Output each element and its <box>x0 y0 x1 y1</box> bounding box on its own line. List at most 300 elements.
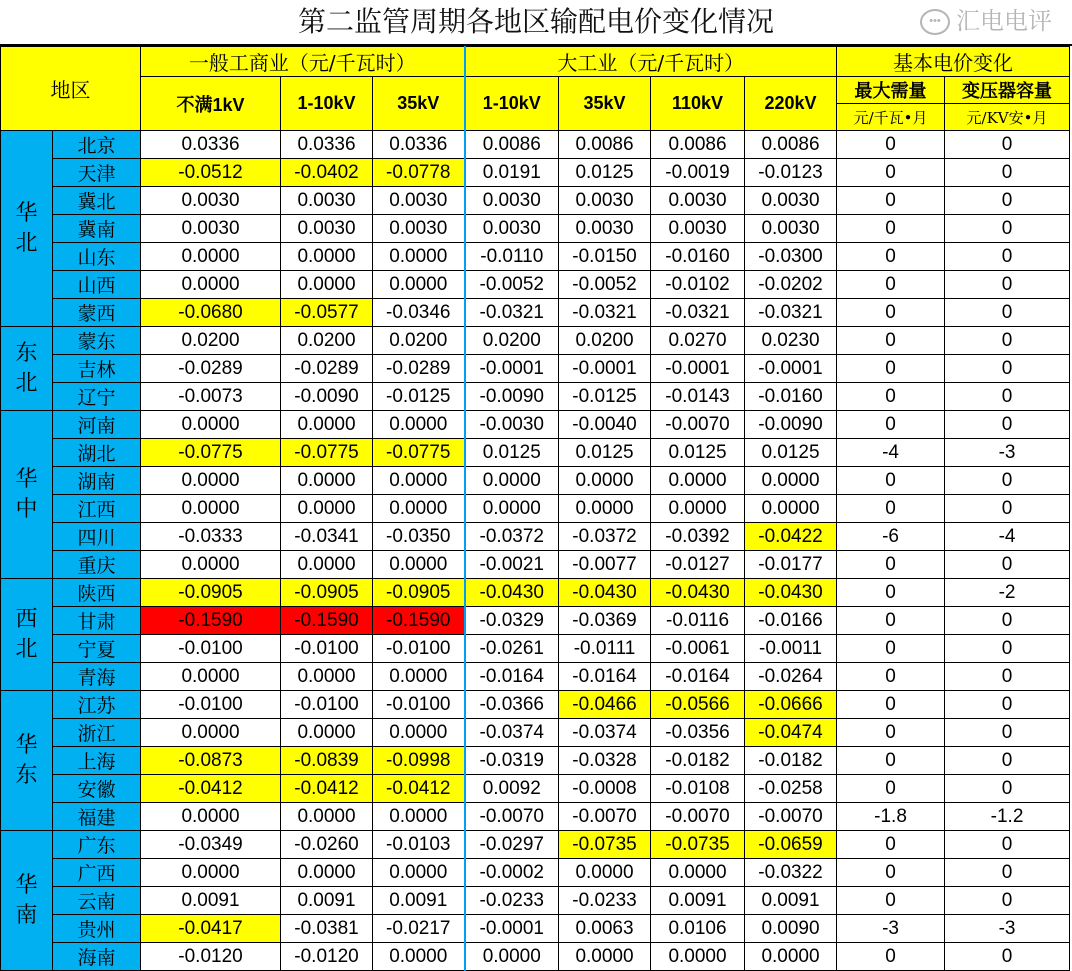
value-cell: 0 <box>837 663 945 691</box>
value-cell: 0.0000 <box>559 859 651 887</box>
table-row <box>1 747 1070 775</box>
province-cell: 宁夏 <box>53 635 141 663</box>
value-cell: 0.0000 <box>559 467 651 495</box>
value-cell: -0.0775 <box>281 439 373 467</box>
value-cell: 0.0000 <box>373 859 465 887</box>
value-cell: -0.0261 <box>465 635 559 663</box>
value-cell: -0.0778 <box>373 159 465 187</box>
province-cell: 四川 <box>53 523 141 551</box>
value-cell: 0.0000 <box>141 495 281 523</box>
value-cell: -0.0073 <box>141 383 281 411</box>
value-cell: -0.0182 <box>745 747 837 775</box>
value-cell: 0.0270 <box>651 327 745 355</box>
value-cell: 0.0200 <box>373 327 465 355</box>
province-cell: 广东 <box>53 831 141 859</box>
value-cell: 0.0000 <box>373 495 465 523</box>
value-cell: -0.0775 <box>141 439 281 467</box>
value-cell: -0.0321 <box>465 299 559 327</box>
value-cell: -0.0412 <box>141 775 281 803</box>
value-cell: 0.0000 <box>373 663 465 691</box>
value-cell: -0.0100 <box>281 635 373 663</box>
wechat-icon: ••• <box>920 9 950 35</box>
col-general-35kv: 35kV <box>373 77 465 131</box>
value-cell: -0.0430 <box>651 579 745 607</box>
value-cell: 0.0000 <box>651 859 745 887</box>
value-cell: 0.0090 <box>745 915 837 943</box>
value-cell: -4 <box>945 523 1070 551</box>
watermark-text: 汇电电评 <box>956 8 1052 35</box>
value-cell: 0.0086 <box>651 131 745 159</box>
value-cell: 0.0000 <box>141 803 281 831</box>
value-cell: -0.0160 <box>745 383 837 411</box>
province-cell: 重庆 <box>53 551 141 579</box>
value-cell: 0.0000 <box>559 943 651 971</box>
value-cell: -0.0402 <box>281 159 373 187</box>
table-row <box>1 607 1070 635</box>
value-cell: 0.0030 <box>559 215 651 243</box>
value-cell: 0.0336 <box>281 131 373 159</box>
table-row <box>1 159 1070 187</box>
value-cell: 0.0000 <box>281 271 373 299</box>
col-general-1-10kv: 1-10kV <box>281 77 373 131</box>
value-cell: 0.0000 <box>465 467 559 495</box>
value-cell: -0.0070 <box>651 411 745 439</box>
value-cell: -0.0001 <box>651 355 745 383</box>
value-cell: -0.0052 <box>465 271 559 299</box>
table-row <box>1 775 1070 803</box>
value-cell: 0.0000 <box>281 663 373 691</box>
region-cell: 东 北 <box>1 327 53 411</box>
value-cell: 0 <box>945 635 1070 663</box>
region-cell: 华 东 <box>1 691 53 831</box>
value-cell: -0.0111 <box>559 635 651 663</box>
value-cell: -0.0839 <box>281 747 373 775</box>
value-cell: -0.0233 <box>465 887 559 915</box>
value-cell: -0.0011 <box>745 635 837 663</box>
value-cell: -0.0381 <box>281 915 373 943</box>
value-cell: 0.0000 <box>373 551 465 579</box>
province-cell: 上海 <box>53 747 141 775</box>
value-cell: 0.0125 <box>745 439 837 467</box>
value-cell: 0.0000 <box>651 943 745 971</box>
table-row <box>1 523 1070 551</box>
value-cell: -0.0512 <box>141 159 281 187</box>
value-cell: 0 <box>837 411 945 439</box>
value-cell: -0.0052 <box>559 271 651 299</box>
value-cell: 0.0000 <box>373 943 465 971</box>
value-cell: -0.0164 <box>651 663 745 691</box>
value-cell: 0 <box>945 327 1070 355</box>
value-cell: -0.0001 <box>559 355 651 383</box>
value-cell: 0.0086 <box>745 131 837 159</box>
value-cell: -0.0061 <box>651 635 745 663</box>
value-cell: -0.0090 <box>465 383 559 411</box>
large-group-header: 大工业（元/千瓦时） <box>465 47 837 77</box>
value-cell: 0.0091 <box>745 887 837 915</box>
header-row-cols <box>1 77 1070 104</box>
value-cell: 0 <box>945 131 1070 159</box>
value-cell: -6 <box>837 523 945 551</box>
value-cell: -0.0328 <box>559 747 651 775</box>
value-cell: 0 <box>837 327 945 355</box>
value-cell: -0.0102 <box>651 271 745 299</box>
region-cell: 华 南 <box>1 831 53 971</box>
value-cell: 0 <box>945 887 1070 915</box>
value-cell: -0.0070 <box>745 803 837 831</box>
province-cell: 蒙西 <box>53 299 141 327</box>
value-cell: -0.0341 <box>281 523 373 551</box>
watermark <box>920 8 1052 36</box>
value-cell: -0.0905 <box>281 579 373 607</box>
value-cell: 0.0000 <box>559 495 651 523</box>
value-cell: 0.0000 <box>373 411 465 439</box>
value-cell: -0.0666 <box>745 691 837 719</box>
value-cell: 0.0030 <box>373 187 465 215</box>
table-row <box>1 691 1070 719</box>
value-cell: 0 <box>945 383 1070 411</box>
value-cell: 0 <box>945 859 1070 887</box>
value-cell: -0.0100 <box>373 691 465 719</box>
value-cell: -0.0289 <box>373 355 465 383</box>
province-cell: 湖北 <box>53 439 141 467</box>
table-row <box>1 831 1070 859</box>
value-cell: -0.0070 <box>465 803 559 831</box>
value-cell: 0.0000 <box>141 663 281 691</box>
table-row <box>1 299 1070 327</box>
table-row <box>1 635 1070 663</box>
table-row <box>1 439 1070 467</box>
value-cell: 0.0030 <box>141 215 281 243</box>
value-cell: -0.0369 <box>559 607 651 635</box>
value-cell: -0.0321 <box>651 299 745 327</box>
value-cell: -0.1590 <box>141 607 281 635</box>
value-cell: -0.0100 <box>373 635 465 663</box>
value-cell: 0 <box>837 551 945 579</box>
value-cell: 0 <box>945 299 1070 327</box>
value-cell: 0.0000 <box>281 495 373 523</box>
value-cell: 0.0086 <box>465 131 559 159</box>
value-cell: 0.0000 <box>373 719 465 747</box>
value-cell: -0.0120 <box>281 943 373 971</box>
value-cell: 0.0000 <box>745 467 837 495</box>
value-cell: -0.0289 <box>141 355 281 383</box>
col-large-220kv: 220kV <box>745 77 837 131</box>
value-cell: -0.0775 <box>373 439 465 467</box>
value-cell: 0.0106 <box>651 915 745 943</box>
unit-max-demand: 元/千瓦•月 <box>837 104 945 131</box>
col-large-1-10kv: 1-10kV <box>465 77 559 131</box>
value-cell: -0.0659 <box>745 831 837 859</box>
value-cell: 0.0000 <box>141 467 281 495</box>
value-cell: -0.0125 <box>559 383 651 411</box>
value-cell: -0.0182 <box>651 747 745 775</box>
province-cell: 云南 <box>53 887 141 915</box>
value-cell: 0.0030 <box>465 187 559 215</box>
general-group-header: 一般工商业（元/千瓦时） <box>141 47 465 77</box>
value-cell: -0.0108 <box>651 775 745 803</box>
table-row <box>1 243 1070 271</box>
value-cell: 0.0000 <box>281 551 373 579</box>
value-cell: -0.0319 <box>465 747 559 775</box>
province-cell: 海南 <box>53 943 141 971</box>
value-cell: -0.0329 <box>465 607 559 635</box>
value-cell: -0.0680 <box>141 299 281 327</box>
value-cell: 0.0000 <box>141 411 281 439</box>
value-cell: 0.0125 <box>651 439 745 467</box>
province-cell: 冀北 <box>53 187 141 215</box>
value-cell: 0 <box>945 691 1070 719</box>
value-cell: 0.0200 <box>281 327 373 355</box>
province-cell: 湖南 <box>53 467 141 495</box>
value-cell: -0.0289 <box>281 355 373 383</box>
value-cell: 0.0030 <box>651 187 745 215</box>
value-cell: -0.0349 <box>141 831 281 859</box>
province-cell: 甘肃 <box>53 607 141 635</box>
unit-transformer-capacity: 元/KV安•月 <box>945 104 1070 131</box>
value-cell: -0.0120 <box>141 943 281 971</box>
value-cell: 0.0200 <box>141 327 281 355</box>
value-cell: -0.0322 <box>745 859 837 887</box>
value-cell: -0.0001 <box>465 355 559 383</box>
value-cell: 0 <box>945 663 1070 691</box>
value-cell: -0.0412 <box>373 775 465 803</box>
province-cell: 辽宁 <box>53 383 141 411</box>
value-cell: -0.0321 <box>559 299 651 327</box>
value-cell: -0.0127 <box>651 551 745 579</box>
value-cell: -0.0905 <box>373 579 465 607</box>
province-cell: 河南 <box>53 411 141 439</box>
region-cell: 华 中 <box>1 411 53 579</box>
value-cell: -0.0177 <box>745 551 837 579</box>
value-cell: -0.0100 <box>141 635 281 663</box>
value-cell: 0 <box>945 159 1070 187</box>
table-row <box>1 495 1070 523</box>
value-cell: -0.0110 <box>465 243 559 271</box>
value-cell: 0.0000 <box>465 943 559 971</box>
value-cell: -0.0070 <box>559 803 651 831</box>
value-cell: -3 <box>945 439 1070 467</box>
value-cell: 0.0030 <box>465 215 559 243</box>
value-cell: 0 <box>945 187 1070 215</box>
value-cell: 0.0091 <box>373 887 465 915</box>
value-cell: 0 <box>945 719 1070 747</box>
province-cell: 山西 <box>53 271 141 299</box>
value-cell: 0.0030 <box>281 187 373 215</box>
value-cell: 0.0230 <box>745 327 837 355</box>
value-cell: -0.0998 <box>373 747 465 775</box>
value-cell: 0 <box>945 467 1070 495</box>
value-cell: -0.0372 <box>465 523 559 551</box>
col-general-lt1kv: 不满1kV <box>141 77 281 131</box>
value-cell: 0.0000 <box>281 803 373 831</box>
col-large-110kv: 110kV <box>651 77 745 131</box>
col-large-35kv: 35kV <box>559 77 651 131</box>
value-cell: 0 <box>837 775 945 803</box>
value-cell: 0.0000 <box>465 495 559 523</box>
value-cell: -0.0430 <box>559 579 651 607</box>
value-cell: -3 <box>945 915 1070 943</box>
value-cell: 0.0091 <box>651 887 745 915</box>
value-cell: -0.0233 <box>559 887 651 915</box>
value-cell: 0 <box>945 355 1070 383</box>
value-cell: 0 <box>837 383 945 411</box>
province-cell: 冀南 <box>53 215 141 243</box>
value-cell: 0.0091 <box>281 887 373 915</box>
table-row <box>1 187 1070 215</box>
value-cell: 0 <box>837 131 945 159</box>
value-cell: -0.0103 <box>373 831 465 859</box>
value-cell: -0.0001 <box>465 915 559 943</box>
value-cell: -0.0040 <box>559 411 651 439</box>
value-cell: 0.0030 <box>559 187 651 215</box>
table-row <box>1 411 1070 439</box>
province-cell: 福建 <box>53 803 141 831</box>
value-cell: 0.0000 <box>373 803 465 831</box>
value-cell: -0.0297 <box>465 831 559 859</box>
value-cell: 0 <box>945 215 1070 243</box>
value-cell: -0.0002 <box>465 859 559 887</box>
province-cell: 江苏 <box>53 691 141 719</box>
value-cell: 0.0030 <box>141 187 281 215</box>
value-cell: -0.0090 <box>745 411 837 439</box>
value-cell: 0 <box>837 187 945 215</box>
value-cell: 0 <box>837 859 945 887</box>
value-cell: 0.0092 <box>465 775 559 803</box>
value-cell: -0.1590 <box>281 607 373 635</box>
table-row <box>1 663 1070 691</box>
value-cell: -0.0077 <box>559 551 651 579</box>
value-cell: 0 <box>945 607 1070 635</box>
basic-group-header: 基本电价变化 <box>837 47 1070 77</box>
table-row <box>1 719 1070 747</box>
value-cell: 0.0000 <box>281 719 373 747</box>
value-cell: 0 <box>837 495 945 523</box>
value-cell: -0.0030 <box>465 411 559 439</box>
value-cell: -0.0202 <box>745 271 837 299</box>
value-cell: 0 <box>837 635 945 663</box>
value-cell: -0.0466 <box>559 691 651 719</box>
value-cell: -0.0430 <box>745 579 837 607</box>
value-cell: 0.0000 <box>373 467 465 495</box>
value-cell: 0 <box>837 215 945 243</box>
value-cell: 0.0191 <box>465 159 559 187</box>
value-cell: -0.0356 <box>651 719 745 747</box>
value-cell: -0.1590 <box>373 607 465 635</box>
value-cell: 0 <box>837 159 945 187</box>
value-cell: 0 <box>837 691 945 719</box>
price-table <box>0 46 1070 971</box>
value-cell: -4 <box>837 439 945 467</box>
value-cell: 0 <box>945 747 1070 775</box>
value-cell: 0 <box>945 831 1070 859</box>
table-row <box>1 803 1070 831</box>
table-row <box>1 131 1070 159</box>
value-cell: 0.0000 <box>281 243 373 271</box>
value-cell: 0.0000 <box>281 859 373 887</box>
col-transformer-capacity: 变压器容量 <box>945 77 1070 104</box>
province-cell: 广西 <box>53 859 141 887</box>
value-cell: -0.0100 <box>281 691 373 719</box>
value-cell: 0 <box>837 719 945 747</box>
sheet-title: 第二监管周期各地区输配电价变化情况 <box>0 0 1072 46</box>
region-cell: 西 北 <box>1 579 53 691</box>
province-cell: 山东 <box>53 243 141 271</box>
value-cell: -0.0217 <box>373 915 465 943</box>
province-cell: 贵州 <box>53 915 141 943</box>
value-cell: 0.0000 <box>141 859 281 887</box>
header-row-groups <box>1 47 1070 77</box>
region-cell: 华 北 <box>1 131 53 327</box>
value-cell: 0.0200 <box>465 327 559 355</box>
value-cell: 0.0125 <box>559 159 651 187</box>
value-cell: 0.0000 <box>745 943 837 971</box>
value-cell: -0.0366 <box>465 691 559 719</box>
value-cell: 0 <box>837 831 945 859</box>
col-max-demand: 最大需量 <box>837 77 945 104</box>
value-cell: -0.0474 <box>745 719 837 747</box>
table-row <box>1 271 1070 299</box>
value-cell: -0.0735 <box>559 831 651 859</box>
value-cell: -0.0008 <box>559 775 651 803</box>
table-row <box>1 887 1070 915</box>
value-cell: -0.0070 <box>651 803 745 831</box>
value-cell: -0.0125 <box>373 383 465 411</box>
value-cell: 0.0200 <box>559 327 651 355</box>
value-cell: -0.0374 <box>559 719 651 747</box>
province-cell: 江西 <box>53 495 141 523</box>
province-cell: 蒙东 <box>53 327 141 355</box>
value-cell: -0.0333 <box>141 523 281 551</box>
value-cell: 0 <box>837 299 945 327</box>
value-cell: 0 <box>837 579 945 607</box>
value-cell: -0.0166 <box>745 607 837 635</box>
table-row <box>1 943 1070 971</box>
value-cell: -0.0116 <box>651 607 745 635</box>
value-cell: -1.2 <box>945 803 1070 831</box>
value-cell: -0.0566 <box>651 691 745 719</box>
value-cell: -0.0321 <box>745 299 837 327</box>
value-cell: -0.0577 <box>281 299 373 327</box>
value-cell: 0.0030 <box>373 215 465 243</box>
value-cell: 0 <box>837 887 945 915</box>
value-cell: 0.0000 <box>281 411 373 439</box>
value-cell: -0.0150 <box>559 243 651 271</box>
value-cell: -0.0374 <box>465 719 559 747</box>
value-cell: -0.0100 <box>141 691 281 719</box>
value-cell: -0.0905 <box>141 579 281 607</box>
value-cell: 0.0000 <box>373 243 465 271</box>
value-cell: 0 <box>945 775 1070 803</box>
value-cell: -2 <box>945 579 1070 607</box>
table-row <box>1 915 1070 943</box>
province-cell: 青海 <box>53 663 141 691</box>
value-cell: 0 <box>945 943 1070 971</box>
value-cell: -1.8 <box>837 803 945 831</box>
value-cell: 0 <box>945 495 1070 523</box>
value-cell: 0 <box>837 747 945 775</box>
province-cell: 北京 <box>53 131 141 159</box>
value-cell: 0.0000 <box>745 495 837 523</box>
value-cell: 0 <box>945 411 1070 439</box>
value-cell: 0.0000 <box>141 271 281 299</box>
value-cell: 0.0063 <box>559 915 651 943</box>
table-row <box>1 383 1070 411</box>
value-cell: 0.0030 <box>281 215 373 243</box>
value-cell: 0 <box>837 467 945 495</box>
province-cell: 天津 <box>53 159 141 187</box>
value-cell: 0.0000 <box>141 551 281 579</box>
value-cell: -0.0260 <box>281 831 373 859</box>
